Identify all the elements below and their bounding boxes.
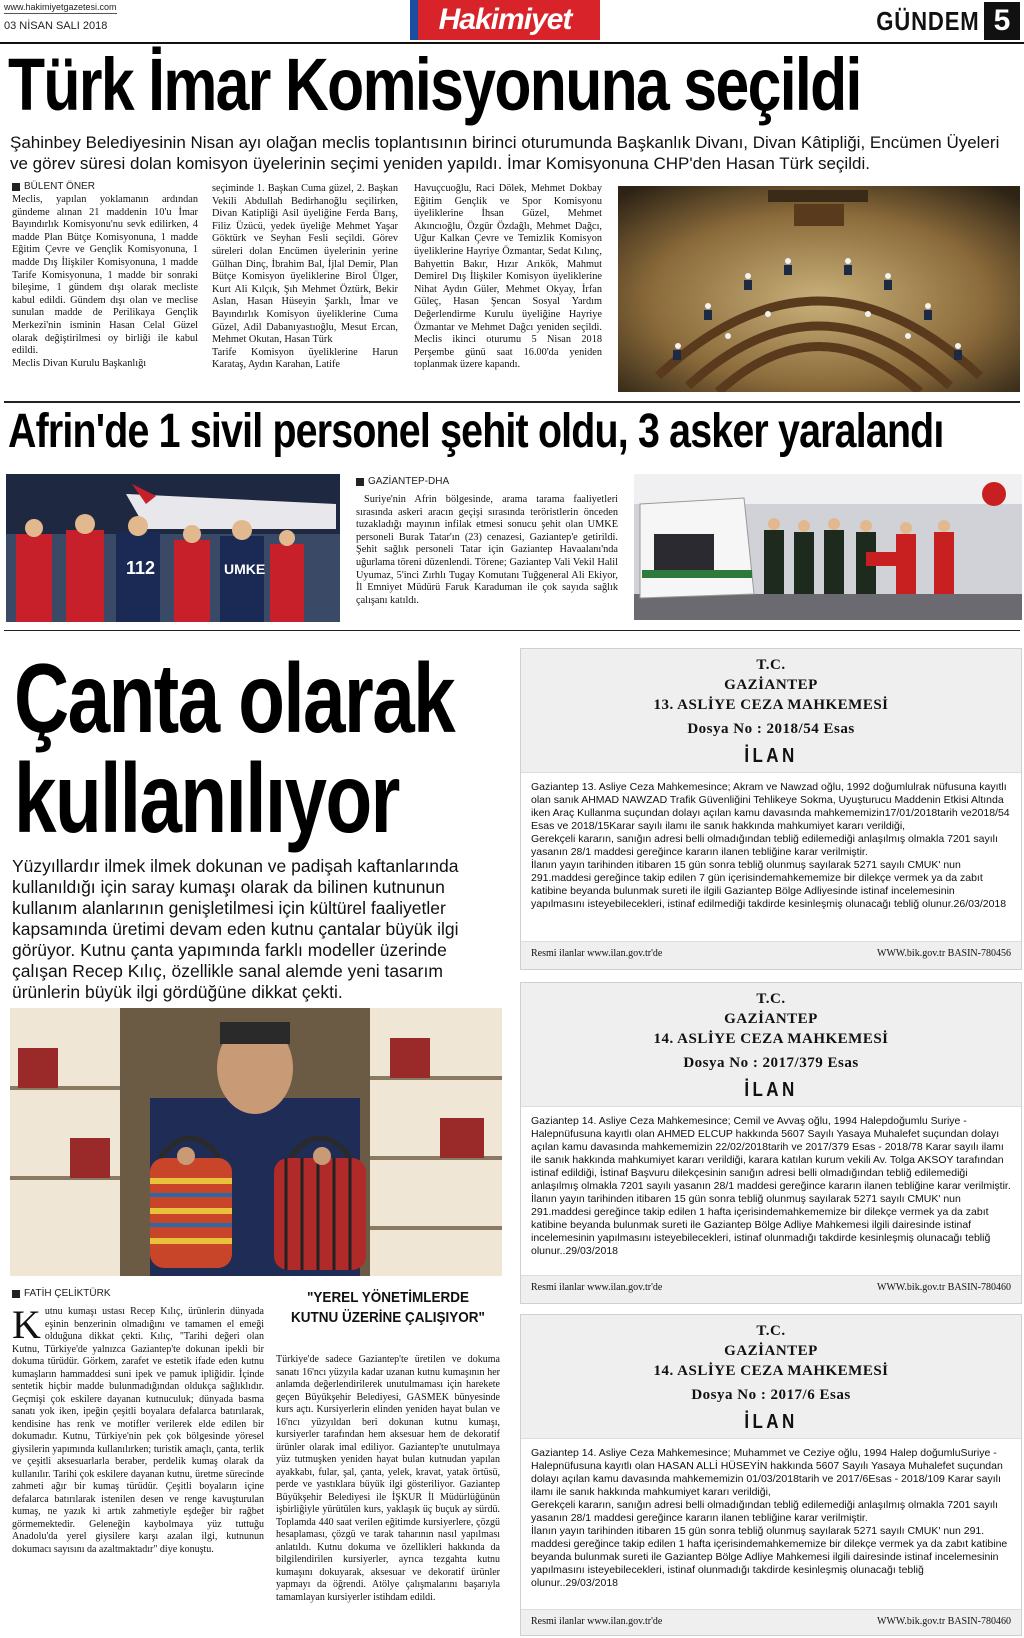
notice2-dosya: Dosya No : 2017/379 Esas bbox=[683, 1055, 859, 1071]
ceremony-photo-drawing bbox=[634, 474, 1022, 620]
site-url[interactable]: www.hakimiyetgazetesi.com bbox=[4, 2, 117, 12]
article1-byline-text: BÜLENT ÖNER bbox=[24, 181, 95, 192]
page-number: 5 bbox=[984, 2, 1020, 40]
article2-body bbox=[356, 494, 618, 607]
notice1-city: GAZİANTEP bbox=[724, 677, 818, 693]
article3-pullquote: "YEREL YÖNETİMLERDE KUTNU ÜZERİNE ÇALIŞIYOR" bbox=[291, 1289, 485, 1326]
notice1-header bbox=[521, 649, 1021, 739]
vest-umke-text: UMKE bbox=[224, 561, 266, 577]
issue-date: 03 NİSAN SALI 2018 bbox=[4, 20, 108, 32]
legal-notice-2 bbox=[520, 982, 1022, 1304]
notice3-city: GAZİANTEP bbox=[724, 1343, 818, 1359]
legal-notice-1 bbox=[520, 648, 1022, 970]
kutnu-photo-drawing bbox=[10, 1008, 502, 1276]
notice2-tc: T.C. bbox=[756, 991, 786, 1007]
notice2-header bbox=[521, 983, 1021, 1073]
notice3-ilan: İLAN bbox=[744, 1411, 798, 1433]
article1-col2b-text: Tarife Komisyon üyeliklerine Harun Karataş, Aydın Karahan, Latife bbox=[212, 346, 398, 371]
council-photo-drawing bbox=[618, 186, 1020, 392]
article2-body-text: Suriye'nin Afrin bölgesinde, arama tarama faaliyetleri sırasında askeri aracın geçişi sırasında teröristlerin önceden tuzakladığı mayının infilak etmesi sonucu şehit olan UMKE personeli Burak Tatar'ın (23) cenazesi, Gaziantep'e getirildi. Şehit sağlık personeli Tatar için Gaziantep Havaalanı'nda uğurlama töreni düzenlendi. Törene; Gaziantep Vali Vekil Halil Uyumaz, 5'inci Zırhlı Tugay Komutanı Tuğgeneral Ali Ekiyor, İl Emniyet Müdürü Faruk Karaduman ile çok sayıda sağlık çalışanı katıldı. bbox=[356, 494, 618, 606]
notice3-foot-right[interactable]: WWW.bik.gov.tr BASIN-780460 bbox=[877, 1616, 1011, 1627]
article3-col1-text: utnu kumaşı ustası Recep Kılıç, ürünlerin dünyada eşinin benzerinin olmadığını ve tamamen el emeği olduğuna dikkat çekti. Kılıç, "Tarihi değeri olan Kutnu, Türkiye'de yalnızca Gaziantep'te dokunan ipekli bir dokuma türüdür. Görkem, zarafet ve estetik ifade eden kutnu kumaşların hammaddesi suni ipek ve pamuk ipliğidir. İçinde sentetik hiçbir madde bulunmadığından oldukça sağlıklıdır. Geçmişi çok eskilere dayanan kutnuculuk; dünyada basma sanatı yok iken, ipeğin çeşitli boyalara defalarca batırılarak, kendisine has renk ve motifler verilerek elde edilen bir dokumadır. Kutnu, Türkiye'nin pek çok bölgesinde yöresel giysilerin yapımında kullanılırken; turistik amaçlı, çanta, terlik ve çeşitli aksesuarlarla beraber, perdelik kumaş olarak da kullanılır. Tarihi çok eskilere dayanan kutnu, üretme sürecinde zahmeti ağır bir kumaş türüdür. Çeşitli boyaların içine defalarca batırılarak istenilen desen ve renge kavuşturulan kumaş, ne yazık ki artık zahmetiyle eşdeğer bir rağbet görmemektedir. Geleneğin kaybolmaya yüz tuttuğu Anadolu'da yerel giysilere karşı azalan ilgi, kutnunun dokumacı sayısını da azaltmaktadır" diye konuştu. bbox=[12, 1306, 264, 1555]
notice1-court: 13. ASLİYE CEZA MAHKEMESİ bbox=[653, 697, 889, 713]
notice3-foot-left[interactable]: Resmi ilanlar www.ilan.gov.tr'de bbox=[531, 1616, 663, 1627]
article3-col1-para bbox=[12, 1302, 264, 1556]
kutnu-bags-photo bbox=[10, 1008, 502, 1276]
notice2-ilan: İLAN bbox=[744, 1079, 798, 1101]
article3-col2 bbox=[276, 1354, 500, 1604]
notice2-city: GAZİANTEP bbox=[724, 1011, 818, 1027]
article1-col2 bbox=[212, 183, 398, 372]
article3-col1 bbox=[12, 1302, 264, 1556]
notice3-court: 14. ASLİYE CEZA MAHKEMESİ bbox=[653, 1363, 889, 1379]
notice1-body: Gaziantep 13. Asliye Ceza Mahkemesince; Akram ve Nawzad oğlu, 1992 doğumlulrak nüfusuna kayıtlı olan sanık AHMAD NAWZAD Trafik Güvenliğini Tehlikeye Sokma, Uyuşturucu Maddenin Etkisi Altında iken Araç Kullanma suçundan dolayı açılan kamu davasında mahkememizin17/01/2018tarih ve2018/54 Esas ve 2018/15Karar sayılı ilamı ile sanık hakkında mahkumiyet kararı verildiği, Gerekçeli kararın, sanığın adresi belli olmadığından tebliğ edilemediği anlaşılmış olmakla 7201 sayılı yasanın 28/1 maddesi gereğince kararın ilanen tebliğine karar verilmiştir. İlanın yayın tarihinden itibaren 15 gün sonra tebliğ olunmuş sayılarak 5271 sayılı CMUK' nun 291.maddesi gereğince takip edilen 7 gün içerisindemahkememize bir dilekçe vermek ya da zabıt katibine beyanda bulunmak sureti ile ilgili Gaziantep Bölge Adliyesinde istinaf incelemesinin yapılmasını isteyebilecekleri, istinaf edilmediği takdirde kesinleşmiş olunacağı tebliğ olunur.26/03/2018 bbox=[521, 772, 1021, 942]
article3-byline bbox=[12, 1288, 111, 1299]
byline-square-icon bbox=[12, 1290, 20, 1298]
byline-square-icon bbox=[12, 183, 20, 191]
section-name: GÜNDEM bbox=[876, 6, 980, 36]
article1-lead: Şahinbey Belediyesinin Nisan ayı olağan meclis toplantısının birinci oturumunda Başkanlık Divanı, Divan Kâtipliği, Encümen Üyeleri ve görev süresi dolan komisyon üyelerinin seçimi yeniden yapıldı. İmar Komisyonuna CHP'den Hasan Türk seçildi. bbox=[10, 133, 1000, 173]
article3-headline-line1: Çanta olarak bbox=[14, 643, 455, 753]
article1-headline: Türk İmar Komisyonuna seçildi bbox=[8, 43, 861, 126]
notice3-header bbox=[521, 1315, 1021, 1405]
article3-headline-line2: kullanılıyor bbox=[14, 743, 399, 853]
article1-col3 bbox=[414, 183, 602, 372]
article1-col1-text: Meclis, yapılan yoklamanın ardından gündeme alınan 21 maddenin 10'u İmar Bayındırlık Komisyonu'nu sevk edilirken, 4 madde Plan Bütçe Komisyonuna, 1 madde Eğitim Çevre ve Gençlik Komisyonuna, 1 madde Dış İlişkiler Komisyonuna, 1 madde Tarife Komisyonuna, 1 madde bir sonraki bileşime, 1 gündem dışı olarak mecliste kabul edildi. Gündem dışı olan ve meclise sunulan madde de Perilikaya Gençlik Merkezi'nin isminin Hasan Celal Güzel olarak değiştirilmesi oy birliği ile kabul edildi. bbox=[12, 194, 198, 357]
section-divider bbox=[4, 401, 1020, 403]
article1-col2-text: seçiminde 1. Başkan Cuma güzel, 2. Başkan Vekili Abdullah Bedirhanoğlu seçilirken, Divan Katipliği Asil üyeliğine Ferda Barış, Filiz Üzücü, yedek üyeliğe Mehmet Yaşar Göktürk ve Seyhan Fesli seçildi. Görev süreleri dolan Encümen üyelerinin yerine Gülhan Dinç, İbrahim Bal, İjlal Demir, Plan Bütçe Komisyon üyeliklerine Birol Ülger, Kurt Ali Kılçık, Şıh Mehmet Öztürk, Bekir Aslan, Hasan Hüseyin Şarklı, İmar ve Bayındırlık Komisyon üyeliklerine Cuma Güzel, Adil Dabanıyastıoğlu, Mesut Ercan, Mehmet Okutan, Hasan Türk bbox=[212, 183, 398, 346]
section-divider bbox=[4, 630, 1020, 631]
article1-col3-text: Havuçcuoğlu, Raci Dölek, Mehmet Dokbay Eğitim Gençlik ve Spor Komisyonu üyeliklerine İhsan Güzel, Mehmet Akıncıoğlu, Özgür Özdağlı, Mehmet Dağcı, Uğur Kalkan Çevre ve Temizlik Komisyon üyeliklerine Hayriye Özmantar, Sedat Kılınç, Bahyettin Bakır, Hızır Arıkök, Mahmut Demirel Dış İlişkiler Komisyon üyeliklerine Nihat Aydın Güler, Mehmet Okyay, İrfan Güleç, Hasan Şencan Sosyal Yardım Değerlendirme Kurulu üyeliğine Hayriye Özmantar ve Mehmet Dağcı yeniden seçildi. Meclis ikinci oturumu 5 Nisan 2018 Perşembe günü saat 16.00'da yeniden toplanmak üzere kapandı. bbox=[414, 183, 602, 371]
notice3-footer bbox=[521, 1610, 1021, 1633]
notice3-tc: T.C. bbox=[756, 1323, 786, 1339]
byline-square-icon bbox=[356, 478, 364, 486]
notice3-body: Gaziantep 14. Asliye Ceza Mahkemesince; Muhammet ve Ceziye oğlu, 1994 Halep doğumluSuriye -Halepnüfusuna kayıtlı olan HASAN ALLİ HÜSEYİN hakkında 5607 Sayılı Yasaya Muhalefet suçundan dolayı açılan kamu davasında mahkememizin 01/03/2018tarih ve 2017/6Esas - 2018/109 Karar sayılı ilamı ile sanık hakkında mahkumiyet kararı verildiği, Gerekçeli kararın, sanığın adresi belli olmadığından tebliğ edilemediği anlaşılmış olmakla 7201 sayılı yasanın 28/1 maddesi gereğince kararın ilanen tebliğine karar verilmiştir. İlanın yayın tarihinden itibaren 15 gün sonra tebliğ olunmuş sayılarak 5271 sayılı CMUK' nun 291. maddesi gereğince takip edilen 1 hafta içerisindemahkememize bir dilekçe vermek ya da zabıt katibine beyanda bulunmak sureti ile Gaziantep Bölge Adliye Mahkemesi ilgili dairesinde istinaf incelemesinin yapılmasını isteyebilecekleri, istinaf olunmadığı takdirde kesinleşmiş olunacağı tebliğ olunur..29/03/2018 bbox=[521, 1438, 1021, 1610]
article2-byline-text: GAZİANTEP-DHA bbox=[368, 476, 450, 487]
notice1-footer bbox=[521, 942, 1021, 965]
article3-col2-text: Türkiye'de sadece Gaziantep'te üretilen ve dokuma sanatı 16'ncı yüzyıla kadar uzanan kutnu kumaşının her anlamda değerlendirilerek unutulmaması için harekete geçen Büyükşehir Belediyesi, GASMEK bünyesinde kurs açtı. Kursiyerlerin elinden yeniden hayat bulan ve 16'ncı yüzyıldan beri dokunan kutnu kumaşı, kursiyerler tarafından hem aksesuar hem de dekoratif ürünler olarak imal ediliyor. Gaziantep'te unutulmaya yüz tutmuşken yeniden hayat bulan kutnudan yapılan ayakkabı, fular, şal, çanta, yelek, kravat, yatak örtüsü, perde ve yastıklara büyük ilgi gösteriliyor. Gaziantep Büyükşehir Belediyesi ile İŞKUR İl Müdürlüğünün işbirliğiyle yürütülen kurs, yaklaşık üç buçuk ay sürdü. Toplamda 440 saat verilen eğitimde kursiyerlere, çözgü hesaplaması, çözgü ve tarak taharının nasıl yapılması anlatıldı. Kutnu dokuma ve özellikleri hakkında da bilgilendirilen kursiyerler, ayrıca tezgahta kutnu kumaşını dokuyarak, aksesuar ve dekoratif ürünler yapmayı da öğrendi. Atölye çalışmalarını başarıyla tamamlayan kursiyerler istihdam edildi. bbox=[276, 1354, 500, 1603]
article3-byline-text: FATİH ÇELİKTÜRK bbox=[24, 1288, 111, 1299]
ceremony-photo bbox=[634, 474, 1022, 620]
notice2-footer bbox=[521, 1276, 1021, 1299]
logo-stripe bbox=[410, 0, 418, 40]
masthead bbox=[0, 0, 1024, 44]
notice2-foot-left[interactable]: Resmi ilanlar www.ilan.gov.tr'de bbox=[531, 1282, 663, 1293]
notice1-foot-left[interactable]: Resmi ilanlar www.ilan.gov.tr'de bbox=[531, 948, 663, 959]
article1-col1b-text: Meclis Divan Kurulu Başkanlığı bbox=[12, 357, 147, 369]
council-meeting-photo bbox=[618, 186, 1020, 392]
funeral-airport-photo bbox=[6, 474, 340, 622]
article2-byline bbox=[356, 476, 449, 487]
notice2-foot-right[interactable]: WWW.bik.gov.tr BASIN-780460 bbox=[877, 1282, 1011, 1293]
legal-notice-3 bbox=[520, 1314, 1022, 1636]
article3-dropcap: K bbox=[12, 1302, 41, 1347]
article1-col1 bbox=[12, 194, 198, 370]
vest-112-text: 112 bbox=[126, 558, 156, 578]
article2-headline: Afrin'de 1 sivil personel şehit oldu, 3 asker yaralandı bbox=[8, 405, 944, 458]
notice3-dosya: Dosya No : 2017/6 Esas bbox=[691, 1387, 851, 1403]
newspaper-logo[interactable]: Hakimiyet bbox=[410, 0, 600, 40]
notice2-court: 14. ASLİYE CEZA MAHKEMESİ bbox=[653, 1031, 889, 1047]
article3-headline bbox=[14, 643, 455, 853]
notice1-dosya: Dosya No : 2018/54 Esas bbox=[687, 721, 855, 737]
notice1-ilan: İLAN bbox=[744, 745, 798, 767]
notice2-body: Gaziantep 14. Asliye Ceza Mahkemesince; Cemil ve Avvaş oğlu, 1994 Halepdoğumlu Suriye -Halepnüfusuna kayıtlı olan AHMED ELCUP hakkında 5607 Sayılı Yasaya Muhalefet suçundan dolayı açılan kamu davasında mahkememizin 22/02/2018tarih ve 2017/379 Esas - 2018/78 Karar sayılı ilamı ile sanık hakkında mahkumiyet kararı verildiği, karara katılan kurum vekili Av. Tolga AKSOY tarafından istinaf edildiği, İstinaf Başvuru dilekçesinin sanığın adresi belli olmadığından tebliğ edilemediği anlaşılmış olmakla 7201 sayılı yasanın 28/1 maddesi gereğince kararın ilanen tebliğine karar verilmiştir. İlanın yayın tarihinden itibaren 15 gün sonra tebliğ olunmuş sayılarak 5271 sayılı CMUK' nun 291.maddesi gereğince takip edilen 1 hafta içerisindemahkememize bir dilekçe vermek ya da zabıt katibine beyanda bulunmak sureti ile Gaziantep Bölge Adliye Mahkemesi ilgili dairesinde istinaf incelemesinin yapılmasını isteyebilecekleri, istinaf olunmadığı takdirde kesinleşmiş olunacağı tebliğ olunur..29/03/2018 bbox=[521, 1106, 1021, 1276]
airport-photo-drawing bbox=[6, 474, 340, 622]
article1-byline bbox=[12, 181, 95, 192]
notice1-foot-right[interactable]: WWW.bik.gov.tr BASIN-780456 bbox=[877, 948, 1011, 959]
notice1-tc: T.C. bbox=[756, 657, 786, 673]
article3-lead: Yüzyıllardır ilmek ilmek dokunan ve padişah kaftanlarında kullanıldığı için saray kumaşı olarak da bilinen kutnunun kullanım alanlarının genişletilmesi için kültürel faaliyetler kapsamında üretimi devam eden kutnu çantalar büyük ilgi görüyor. Kutnu çanta yapımında farklı modeller üzerinde çalışan Recep Kılıç, özellikle sanal alemde yeni tasarım ürünlerin büyük ilgi gördüğüne dikkat çekti. bbox=[12, 856, 459, 1002]
